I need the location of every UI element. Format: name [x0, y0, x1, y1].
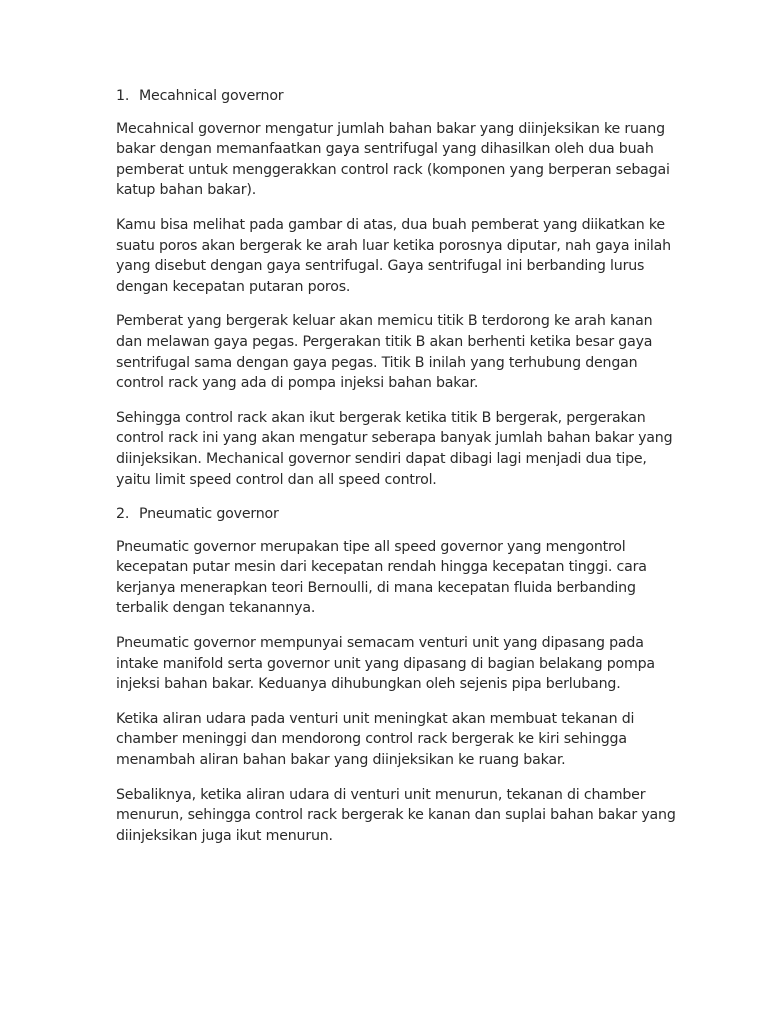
document-body — [116, 86, 676, 860]
section-heading — [116, 504, 676, 525]
section-title: Pneumatic governor — [139, 506, 279, 523]
section-mechanical-governor — [116, 86, 676, 490]
paragraph: Pemberat yang bergerak keluar akan memicu titik B terdorong ke arah kanan dan melawan gaya pegas. Pergerakan titik B akan berhenti ketika besar gaya sentrifugal sama dengan gaya pegas. Titik B inilah yang terhubung dengan control rack yang ada di pompa injeksi bahan bakar. — [116, 313, 653, 392]
paragraph: Pneumatic governor merupakan tipe all speed governor yang mengontrol kecepatan putar mesin dari kecepatan rendah hingga kecepatan tinggi. cara kerjanya menerapkan teori Bernoulli, di mana kecepatan fluida berbanding terbalik dengan tekanannya. — [116, 538, 647, 617]
section-number: 1. — [116, 88, 130, 104]
paragraph: Kamu bisa melihat pada gambar di atas, dua buah pemberat yang diikatkan ke suatu poros akan bergerak ke arah luar ketika porosnya diputar, nah gaya inilah yang disebut dengan gaya sentrifugal. Gaya sentrifugal ini berbanding lurus dengan kecepatan putaran poros. — [116, 216, 671, 295]
paragraph: Sebaliknya, ketika aliran udara di venturi unit menurun, tekanan di chamber menurun, sehingga control rack bergerak ke kanan dan suplai bahan bakar yang diinjeksikan juga ikut menurun. — [116, 786, 676, 844]
paragraph: Sehingga control rack akan ikut bergerak ketika titik B bergerak, pergerakan control rack ini yang akan mengatur seberapa banyak jumlah bahan bakar yang diinjeksikan. Mechanical governor sendiri dapat dibagi lagi menjadi dua tipe, yaitu limit speed control dan all speed control. — [116, 409, 673, 488]
section-title: Mecahnical governor — [139, 88, 284, 104]
section-heading — [116, 86, 676, 107]
paragraph: Mecahnical governor mengatur jumlah bahan bakar yang diinjeksikan ke ruang bakar dengan memanfaatkan gaya sentrifugal yang dihasilkan oleh dua buah pemberat untuk menggerakkan control rack (komponen yang berperan sebagai katup bahan bakar). — [116, 120, 670, 199]
paragraph: Ketika aliran udara pada venturi unit meningkat akan membuat tekanan di chamber meninggi dan mendorong control rack bergerak ke kiri sehingga menambah aliran bahan bakar yang diinjeksikan ke ruang bakar. — [116, 710, 635, 769]
paragraph: Pneumatic governor mempunyai semacam venturi unit yang dipasang pada intake manifold serta governor unit yang dipasang di bagian belakang pompa injeksi bahan bakar. Keduanya dihubungkan oleh sejenis pipa berlubang. — [116, 635, 655, 693]
section-number: 2. — [116, 506, 130, 523]
section-pneumatic-governor — [116, 504, 676, 846]
